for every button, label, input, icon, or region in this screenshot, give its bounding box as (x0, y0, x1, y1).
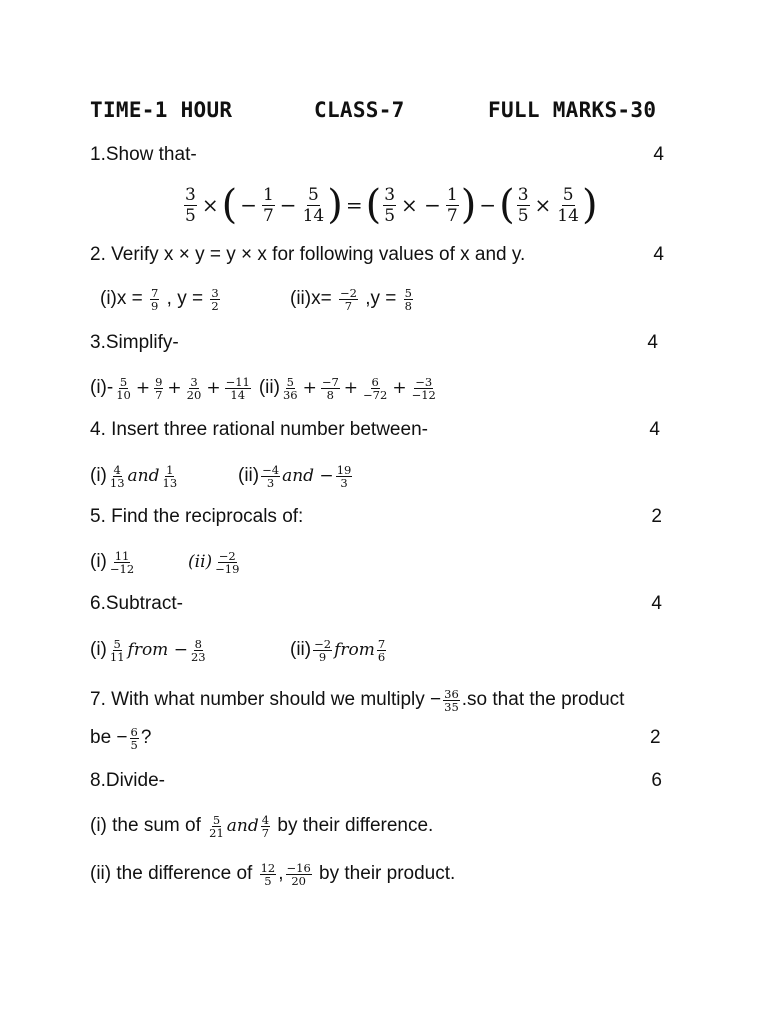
question-6-part-i (90, 630, 209, 670)
fraction: $\frac{36}{35}$ (444, 686, 459, 714)
part-label: (ii) (258, 377, 280, 398)
part-text: by their product. (313, 863, 456, 884)
fraction: $\frac{4}{7}$ (261, 812, 270, 840)
question-2-part-ii (290, 282, 415, 316)
question-6-marks: 4 (651, 593, 662, 614)
question-2-text: 2. Verify x × y = y × x for following values of x and y. (90, 244, 526, 265)
question-2-part-i (100, 282, 222, 316)
part-text: (ii) the difference of (90, 863, 258, 884)
right-paren: ) (581, 182, 598, 228)
question-8-marks: 6 (651, 770, 662, 791)
plus-sign: + (343, 378, 359, 398)
fraction: $\frac{11}{-12}$ (109, 548, 135, 576)
plus-sign: + (302, 378, 317, 398)
fraction: $\frac{3}{2}$ (211, 285, 219, 313)
times-minus-sign: × − (401, 193, 441, 217)
question-6 (90, 589, 664, 619)
fraction: $\frac{5}{14}$ (302, 184, 325, 226)
question-7-text-end: be − (90, 727, 128, 748)
question-8-text: 8.Divide- (90, 770, 165, 791)
fraction: $\frac{8}{23}$ (190, 636, 206, 664)
fraction: $\frac{1}{7}$ (446, 184, 458, 226)
question-1-text: 1.Show that- (90, 144, 197, 165)
times-sign: × (534, 193, 552, 217)
minus-sign: − (279, 193, 297, 217)
question-7-text-cont: .so that the product (461, 689, 625, 710)
fraction: $\frac{6}{-72}$ (363, 374, 388, 402)
times-sign: × (201, 193, 219, 217)
part-text: (i) the sum of (90, 815, 207, 836)
question-4-marks: 4 (649, 419, 660, 440)
question-8-part-ii (90, 854, 455, 894)
fraction: $\frac{7}{9}$ (151, 285, 159, 313)
full-marks-label: FULL MARKS-30 (488, 98, 657, 122)
part-label: (ii)x= (290, 288, 337, 309)
equals-sign: = (345, 193, 363, 217)
question-3-marks: 4 (647, 332, 658, 353)
fraction: $\frac{3}{5}$ (517, 184, 529, 226)
right-paren: ) (460, 182, 477, 228)
plus-sign: + (206, 378, 221, 398)
right-paren: ) (327, 182, 343, 228)
question-3 (90, 328, 664, 358)
fraction: $\frac{-2}{-19}$ (215, 548, 240, 576)
fraction: $\frac{4}{13}$ (109, 462, 125, 490)
part-label: (i)x = (100, 288, 149, 309)
left-paren: ( (365, 182, 382, 228)
question-2 (90, 240, 664, 270)
question-7-marks: 2 (650, 727, 661, 748)
question-1-equation (182, 180, 598, 230)
minus-sign: − (240, 193, 257, 217)
fraction: $\frac{-2}{7}$ (339, 285, 357, 313)
fraction: $\frac{-3}{-12}$ (411, 374, 436, 402)
question-4-part-ii (238, 456, 354, 496)
plus-sign: + (167, 378, 182, 398)
fraction: $\frac{-16}{20}$ (286, 860, 311, 888)
part-label: (i)- (90, 377, 114, 398)
fraction: $\frac{5}{10}$ (116, 374, 131, 402)
y-label: ,y = (359, 288, 402, 309)
left-paren: ( (221, 182, 238, 228)
question-8-part-i (90, 806, 433, 846)
part-label: (ii) (238, 465, 260, 486)
fraction: $\frac{5}{36}$ (282, 374, 298, 402)
fraction: $\frac{-4}{3}$ (262, 462, 280, 490)
fraction: $\frac{6}{5}$ (130, 724, 138, 752)
from-word: from (334, 640, 375, 660)
exam-header (90, 98, 674, 128)
question-4-part-i (90, 456, 180, 496)
fraction: $\frac{3}{20}$ (186, 374, 202, 402)
comma: , (278, 863, 284, 884)
question-3-text: 3.Simplify- (90, 332, 179, 353)
question-6-part-ii (290, 630, 388, 670)
question-1-marks: 4 (653, 144, 664, 165)
question-3-expressions (90, 368, 439, 408)
question-4 (90, 415, 664, 445)
plus-sign: + (135, 378, 151, 398)
question-7-text: 7. With what number should we multiply − (90, 689, 442, 710)
fraction: $\frac{3}{5}$ (185, 184, 196, 226)
part-label: (i) (90, 465, 107, 486)
question-8 (90, 766, 664, 796)
question-5-text: 5. Find the reciprocals of: (90, 506, 304, 527)
question-7-line-1 (90, 680, 624, 720)
fraction: $\frac{1}{7}$ (262, 184, 274, 226)
left-paren: ( (499, 182, 515, 228)
fraction: $\frac{-11}{14}$ (225, 374, 250, 402)
fraction: $\frac{19}{3}$ (336, 462, 352, 490)
fraction: $\frac{5}{8}$ (404, 285, 412, 313)
fraction: $\frac{5}{11}$ (109, 636, 125, 664)
question-5-part-ii (188, 542, 242, 582)
from-word: from − (127, 640, 188, 660)
fraction: $\frac{7}{6}$ (377, 636, 386, 664)
fraction: $\frac{12}{5}$ (260, 860, 276, 888)
part-label: (ii) (188, 552, 213, 572)
fraction: $\frac{9}{7}$ (155, 374, 163, 402)
question-mark: ? (140, 727, 152, 748)
question-4-text: 4. Insert three rational number between- (90, 419, 428, 440)
part-label: (i) (90, 551, 107, 572)
question-5 (90, 502, 664, 532)
fraction: $\frac{-2}{9}$ (314, 636, 332, 664)
question-2-marks: 4 (653, 244, 664, 265)
and-word: and (127, 466, 160, 486)
and-word: and − (282, 466, 334, 486)
plus-sign: + (392, 378, 407, 398)
question-5-part-i (90, 542, 137, 582)
question-1 (90, 140, 664, 170)
class-label: CLASS-7 (314, 98, 405, 122)
part-label: (ii) (290, 639, 312, 660)
minus-sign: − (479, 193, 497, 217)
and-word: and (226, 816, 259, 836)
time-label: TIME-1 HOUR (90, 98, 233, 122)
part-label: (i) (90, 639, 107, 660)
question-7-line-2 (90, 718, 151, 758)
fraction: $\frac{5}{14}$ (557, 184, 579, 226)
fraction: $\frac{-7}{8}$ (321, 374, 339, 402)
fraction: $\frac{3}{5}$ (384, 184, 396, 226)
question-6-text: 6.Subtract- (90, 593, 183, 614)
question-5-marks: 2 (651, 506, 662, 527)
y-label: , y = (161, 288, 209, 309)
fraction: $\frac{1}{13}$ (162, 462, 178, 490)
fraction: $\frac{5}{21}$ (209, 812, 224, 840)
part-text: by their difference. (272, 815, 434, 836)
